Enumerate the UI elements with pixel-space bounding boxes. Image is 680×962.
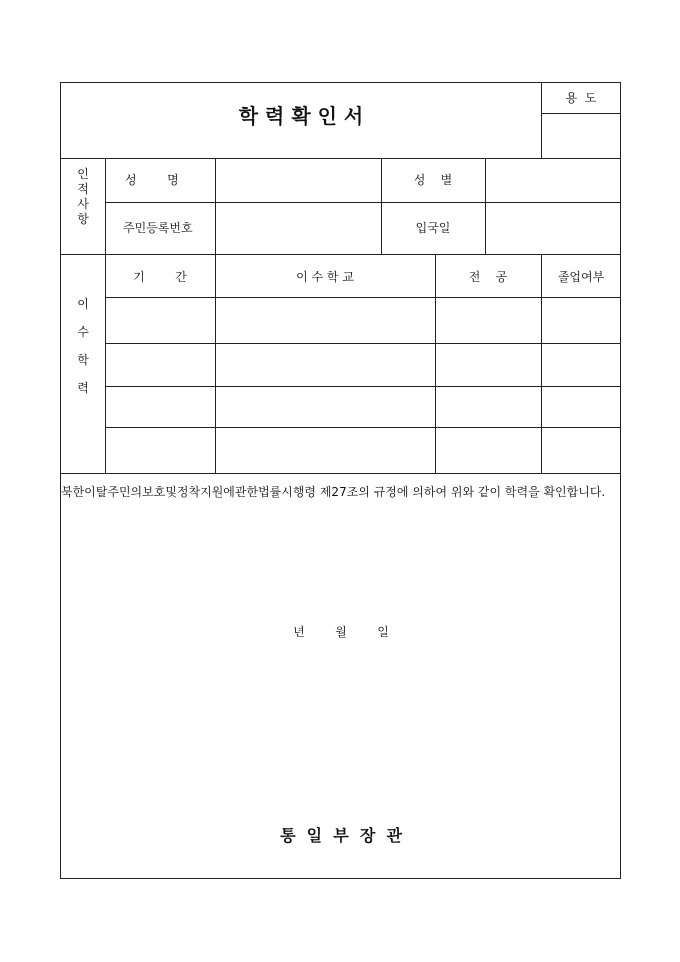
issuer-signature: 통 일 부 장 관	[280, 826, 402, 845]
gender-field[interactable]	[486, 159, 621, 202]
document-title: 학 력 확 인 서	[238, 104, 364, 128]
usage-field[interactable]	[542, 114, 621, 158]
edu-row4-graduation[interactable]	[542, 428, 621, 473]
edu-row1-major[interactable]	[436, 298, 541, 343]
personal-bottom-line	[61, 254, 621, 255]
certification-text: 북한이탈주민의보호및정착지원에관한법률시행령 제27조의 규정에 의하여 위와 같이 학력을 확인합니다.	[61, 485, 606, 499]
edu-row4-period[interactable]	[106, 428, 215, 473]
edu-row2-major[interactable]	[436, 344, 541, 386]
edu-row1-school[interactable]	[216, 298, 435, 343]
usage-label: 용 도	[565, 91, 597, 105]
edu-row2-graduation[interactable]	[542, 344, 621, 386]
edu-row1-graduation[interactable]	[542, 298, 621, 343]
edu-row4-school[interactable]	[216, 428, 435, 473]
edu-row1-period[interactable]	[106, 298, 215, 343]
graduation-header: 졸업여부	[557, 270, 605, 284]
edu-row3-major[interactable]	[436, 387, 541, 427]
edu-row3-school[interactable]	[216, 387, 435, 427]
edu-row4-major[interactable]	[436, 428, 541, 473]
edu-row2-period[interactable]	[106, 344, 215, 386]
edu-row3-period[interactable]	[106, 387, 215, 427]
edu-row3-graduation[interactable]	[542, 387, 621, 427]
education-section-label: 이 수 학 력	[77, 297, 89, 395]
education-certificate-form	[60, 82, 621, 879]
gender-label: 성 별	[413, 173, 453, 187]
personal-section-label: 인 적 사 항	[77, 167, 89, 226]
resident-number-label: 주민등록번호	[123, 221, 193, 235]
resident-number-field[interactable]	[216, 203, 381, 254]
major-header: 전 공	[468, 270, 508, 284]
period-header: 기 간	[133, 270, 187, 284]
edu-bottom-line	[61, 473, 621, 474]
entry-date-field[interactable]	[486, 203, 621, 254]
name-field[interactable]	[216, 159, 381, 202]
edu-row2-school[interactable]	[216, 344, 435, 386]
entry-date-label: 입국일	[415, 221, 451, 235]
date-line: 년 월 일	[293, 625, 389, 639]
school-header: 이 수 학 교	[296, 270, 354, 284]
name-label: 성 명	[125, 173, 179, 187]
